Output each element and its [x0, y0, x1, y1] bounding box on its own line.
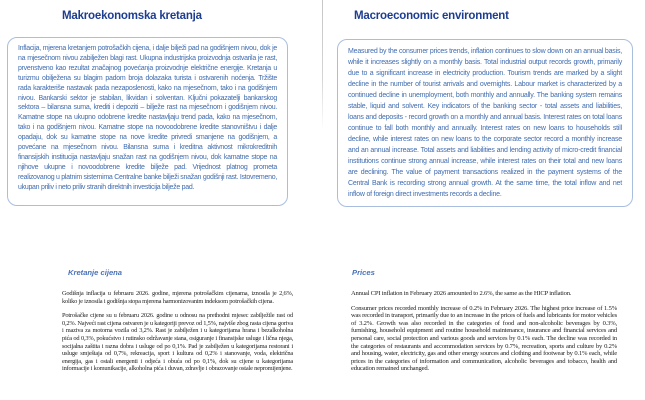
left-body-paragraph-1: Godišnja inflacija u februaru 2026. godine, mjerena potrošačkim cijenama, iznosila je 2,6%, koliko je iznosila i godišnja stopa mjerena harmonizovanim indeksom potrošačkih cijena.	[62, 290, 293, 305]
right-page-title: Macroeconomic environment	[354, 10, 509, 22]
right-section-heading: Prices	[352, 268, 375, 277]
right-body-column	[351, 290, 617, 380]
left-summary-box: Inflacija, mjerena kretanjem potrošačkih cijena, i dalje bilježi pad na godišnjem nivou, dok je na mjesečnom nivou zabilježen blagi rast. Ukupna industrijska proizvodnja ostvarila je rast, prvenstveno kao rezultat značajnog povećanja proizvodnje električne energije. Kretanja u turizmu obilježena su blagim padom broja dolazaka turista i ostvarenih noćenja. Tržište rada karakteriše nastavak pada nezaposlenosti, kako na mjesečnom, tako i na godišnjem nivou. Bankarski sektor je stabilan, likvidan i solventan. Ključni pokazatelji bankarskog sektora – bilansna suma, krediti i depoziti – bilježe rast na mjesečnom i godišnjem nivou. Kamatne stope na ukupno odobrene kredite nastavljaju trend pada, kako na mjesečnom, tako i na godišnjem nivou. Kamatne stope na novoodobrene kredite stanovništvu i dalje opadaju, dok su kamatne stope na nove kredite privredi smanjene na godišnjem, a povećane na mjesečnom nivou. Bilansna suma i kreditna aktivnost mikrokreditnih finansijskih institucija nastavljaju snažan rast na godišnjem nivou, dok kamatne stope na njihove ukupne i novoodobrene kredite bilježe pad. Vrijednost platnog prometa realizovanog u platnim sistemima Centralne banke bilježi snažan godišnji rast. Istovremeno, ukupan priliv i neto priliv stranih direktnih investicija bilježe pad.	[7, 37, 288, 206]
left-body-paragraph-2: Potrošačke cijene su u februaru 2026. godine u odnosu na prethodni mjesec zabilježile rast od 0,2%. Najveći rast cijena ostvaren je u kategoriji prevoz od 1,5%, najviše zbog rasta cijena goriva i maziva za motorna vozila od 3,2%. Rast je zabilježen i u kategorijama hrana i bezalkoholna pića od 0,3%, pokućstvo i rutinsko održavanje stana, osiguranje i finansijske usluge i lična njega, socijalna zaštita i razna dobra i usluge od po 0,1%. Pad je zabilježen u kategorijama restorani i usluge smještaja od 0,7%, rekreacija, sport i kultura od 0,2% i stanovanje, voda, električna energija, gas i ostali energenti i odjeća i obuća od po 0,1%, dok su cijene u kategorijama informacije i komunikacije, alkoholna pića i duvan, zdravlje i obrazovanje ostale nepromijenjene.	[62, 312, 293, 373]
left-section-heading: Kretanje cijena	[68, 268, 123, 277]
right-summary-box: Measured by the consumer prices trends, inflation continues to slow down on an annual basis, while it increases slightly on a monthly basis. Total industrial output records growth, primarily due to a significant increase in electricity production. Tourism trends are marked by a slight decline in the number of tourist arrivals and overnights. Labour market is characterized by a continued decline in unemployment, both monthly and annually. The banking system remains stable, liquid and solvent. Key indicators of the banking sector - total assets and liabilities, loans and deposits - record growth on a monthly and annual basis. Interest rates on total loans continue to fall both monthly and annually. Interest rates on new loans to households still decline, while interest rates on new loans to the corporate sector record a monthly increase and an annual increase. Total assets and liabilities and lending activity of micro-credit financial institutions continue strong annual increase, while interest rates on their total and new loans are declining. The value of payment transactions realized in the payment systems of the Central Bank is recording strong annual growth. At the same time, the total inflow and net inflow of foreign direct investments records a decline.	[337, 39, 633, 207]
right-body-paragraph-2: Consumer prices recorded monthly increase of 0.2% in February 2026. The highest price increase of 1.5% was recorded in transport, primarily due to an increase in the prices of fuels and lubricants for motor vehicles of 3.2%. Growth was also recorded in the categories of food and non-alcoholic beverages by 0.3%, furnishing, household equipment and routine household maintenance, insurance and financial services and personal care, social protection and various goods and services by 0.1% each. The decline was recorded in the categories of restaurants and accommodation services by 0.7%, recreation, sports and culture by 0.2% and housing, water, electricity, gas and other energy sources and clothing and footwear by 0.1% each, while prices in the categories of information and communication, alcoholic beverages and tobacco, health and education remained unchanged.	[351, 304, 617, 373]
page-gutter-divider	[322, 0, 323, 130]
left-body-column	[62, 290, 293, 380]
left-page-title: Makroekonomska kretanja	[62, 10, 202, 22]
right-body-paragraph-1: Annual CPI inflation in February 2026 amounted to 2.6%, the same as the HICP inflation.	[351, 290, 572, 297]
